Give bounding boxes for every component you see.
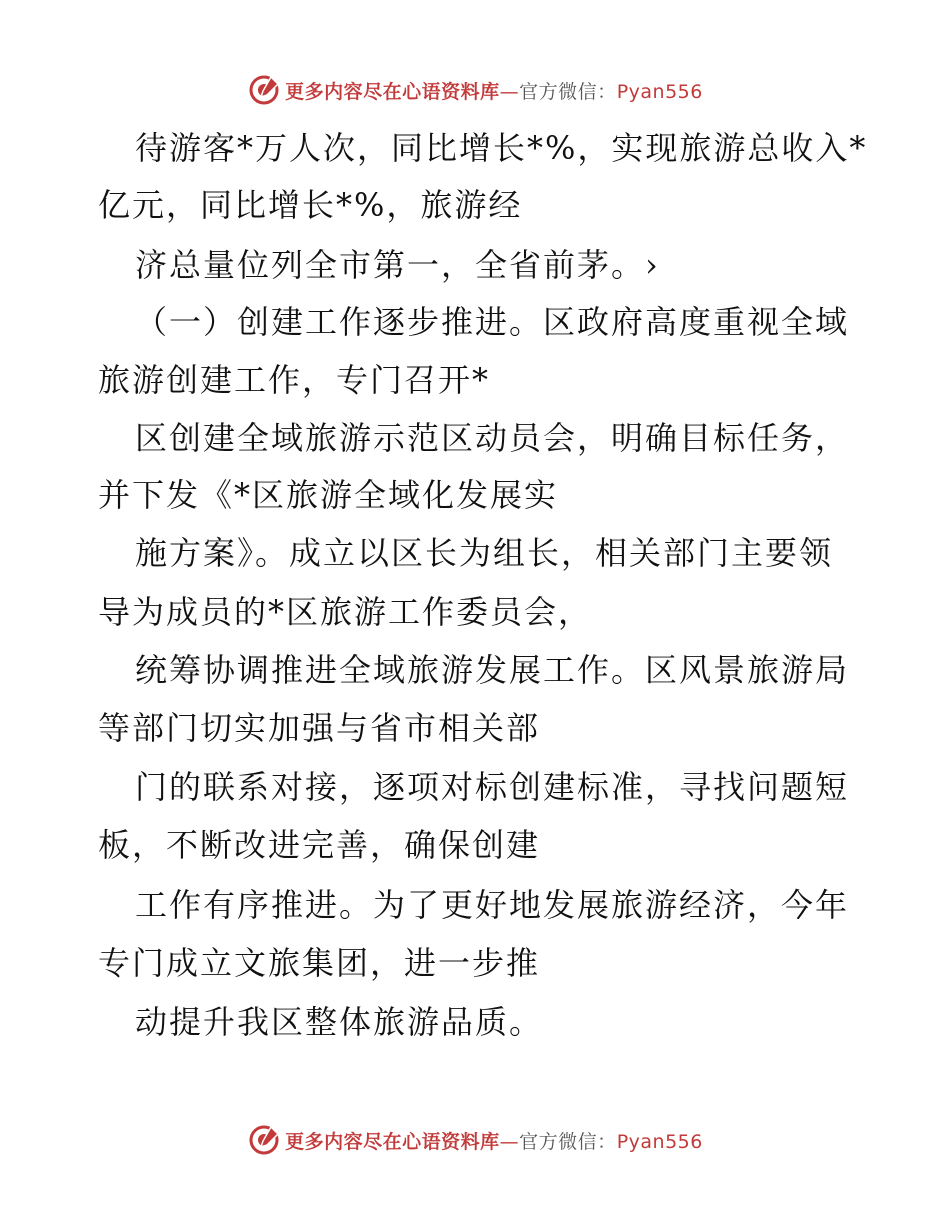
watermark-id: Pyan556 [616, 80, 703, 103]
text-line: 区创建全域旅游示范区动员会，明确目标任务， [135, 419, 850, 457]
text-line: 动提升我区整体旅游品质。 [135, 1003, 544, 1041]
footer-watermark [0, 1120, 950, 1160]
text-line: 工作有序推进。为了更好地发展旅游经济，今年 [135, 886, 850, 924]
watermark-id: Pyan556 [616, 1130, 703, 1153]
header-watermark [0, 70, 950, 110]
text-line: （一）创建工作逐步推进。区政府高度重视全域 [135, 303, 850, 341]
text-line: 门的联系对接，逐项对标创建标准，寻找问题短 [135, 768, 850, 806]
watermark-main-text: 更多内容尽在心语资料库 [285, 80, 500, 103]
watermark-colon: ： [597, 80, 617, 103]
text-line: 等部门切实加强与省市相关部 [98, 709, 541, 747]
text-line: 导为成员的*区旅游工作委员会， [98, 593, 593, 631]
text-line: 施方案》。成立以区长为组长，相关部门主要领 [135, 534, 834, 572]
text-line: 济总量位列全市第一，全省前茅。› [135, 246, 660, 284]
watermark-label: 官方微信 [519, 80, 598, 103]
watermark-label: 官方微信 [519, 1130, 598, 1153]
pen-logo-icon [247, 73, 281, 107]
text-line: 待游客*万人次，同比增长*%，实现旅游总收入* [135, 129, 868, 167]
text-line: 专门成立文旅集团，进一步推 [98, 944, 541, 982]
watermark-separator: — [499, 80, 520, 103]
text-line: 亿元，同比增长*%，旅游经 [98, 186, 523, 224]
watermark-main-text: 更多内容尽在心语资料库 [285, 1130, 500, 1153]
text-line: 并下发《*区旅游全域化发展实 [98, 476, 559, 514]
watermark-separator: — [499, 1130, 520, 1153]
watermark-colon: ： [597, 1130, 617, 1153]
text-line: 统筹协调推进全域旅游发展工作。区风景旅游局 [135, 651, 850, 689]
pen-logo-icon [247, 1123, 281, 1157]
text-line: 旅游创建工作，专门召开* [98, 361, 491, 399]
text-line: 板，不断改进完善，确保创建 [98, 826, 541, 864]
